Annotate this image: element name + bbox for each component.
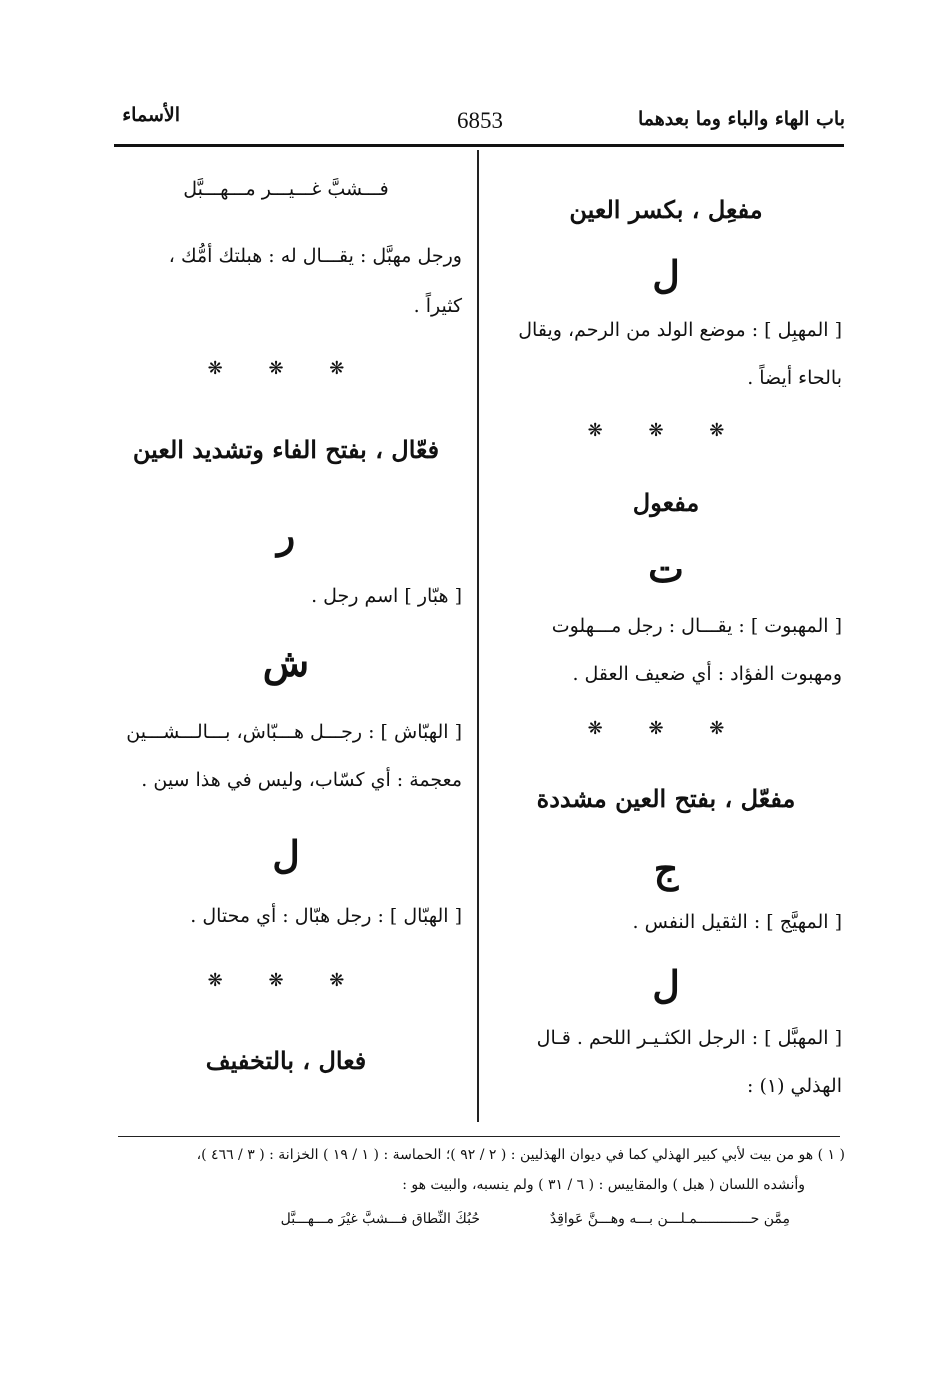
header-rule xyxy=(114,144,844,147)
entry-text: [ الهبّاش ] : رجـــل هـــبّاش، بـــالـــشـــين xyxy=(126,721,462,743)
letter-heading: ت xyxy=(648,546,684,591)
footnote-verse-right: مِمَّن حـــــــــــــمـلـــن بـــه وهـــنَّ عَواقِدٌ xyxy=(549,1211,790,1227)
column-divider xyxy=(477,150,479,1122)
entry-text: بالحاء أيضاً . xyxy=(747,367,842,389)
entry-text: [ المهبَّل ] : الرجل الكثـيـر اللحم . قـال xyxy=(536,1027,842,1049)
footnote-verse-left: حُبُكَ النِّطاق فـــشبَّ غيْرَ مـــهـــبَّل xyxy=(280,1211,480,1227)
entry-text: الهذلي (١) : xyxy=(747,1075,842,1097)
entry-text: [ هبّار ] اسم رجل . xyxy=(311,585,462,607)
entry-text: [ المهيَّج ] : الثقيل النفس . xyxy=(632,911,842,933)
entry-text: ومهبوت الفؤاد : أي ضعيف العقل . xyxy=(572,663,842,685)
letter-heading: ر xyxy=(276,512,296,557)
entry-text: [ المهبِل ] : موضع الولد من الرحم، ويقال xyxy=(518,319,842,341)
running-head-right: باب الهاء والباء وما بعدهما xyxy=(637,108,845,130)
entry-text: ورجل مهبَّل : يقـــال له : هبلتك أمُّك ، xyxy=(168,245,462,267)
entry-text: كثيراً . xyxy=(413,295,462,317)
running-head-left: الأسماء xyxy=(122,104,180,126)
letter-heading: ش xyxy=(262,640,310,685)
footnote-line: ( ١ ) هو من بيت لأبي كبير الهذلي كما في ديوان الهذليين : ( ٢ / ٩٢ )؛ الحماسة : ( ١ / ١٩ ) الخزانة : ( ٣ / ٤٦٦ )، xyxy=(196,1147,845,1163)
page-number: 6853 xyxy=(457,108,503,133)
section-heading: مفعِل ، بكسر العين xyxy=(569,195,763,224)
letter-heading: ج xyxy=(653,846,679,891)
separator-stars: ❋ ❋ ❋ xyxy=(207,358,365,379)
verse-line: فـــشبَّ غـــيـــر مـــهـــبَّل xyxy=(183,178,389,200)
separator-stars: ❋ ❋ ❋ xyxy=(587,420,745,441)
letter-heading: ل xyxy=(652,252,680,297)
footnote-rule xyxy=(118,1136,840,1137)
entry-text: [ الهبّال ] : رجل هبّال : أي محتال . xyxy=(190,905,462,927)
separator-stars: ❋ ❋ ❋ xyxy=(587,718,745,739)
letter-heading: ل xyxy=(652,962,680,1007)
section-heading: مفعول xyxy=(632,488,700,517)
section-heading: فعال ، بالتخفيف xyxy=(205,1046,367,1075)
section-heading: فعّال ، بفتح الفاء وتشديد العين xyxy=(132,435,440,464)
separator-stars: ❋ ❋ ❋ xyxy=(207,970,365,991)
footnote-line: وأنشده اللسان ( هبل ) والمقاييس : ( ٦ / ٣١ ) ولم ينسبه، والبيت هو : xyxy=(402,1177,805,1193)
section-heading: مفعّل ، بفتح العين مشددة xyxy=(536,784,796,813)
letter-heading: ل xyxy=(272,832,300,877)
entry-text: معجمة : أي كسّاب، وليس في هذا سين . xyxy=(141,769,462,791)
entry-text: [ المهبوت ] : يقـــال : رجل مـــهلوت xyxy=(551,615,842,637)
